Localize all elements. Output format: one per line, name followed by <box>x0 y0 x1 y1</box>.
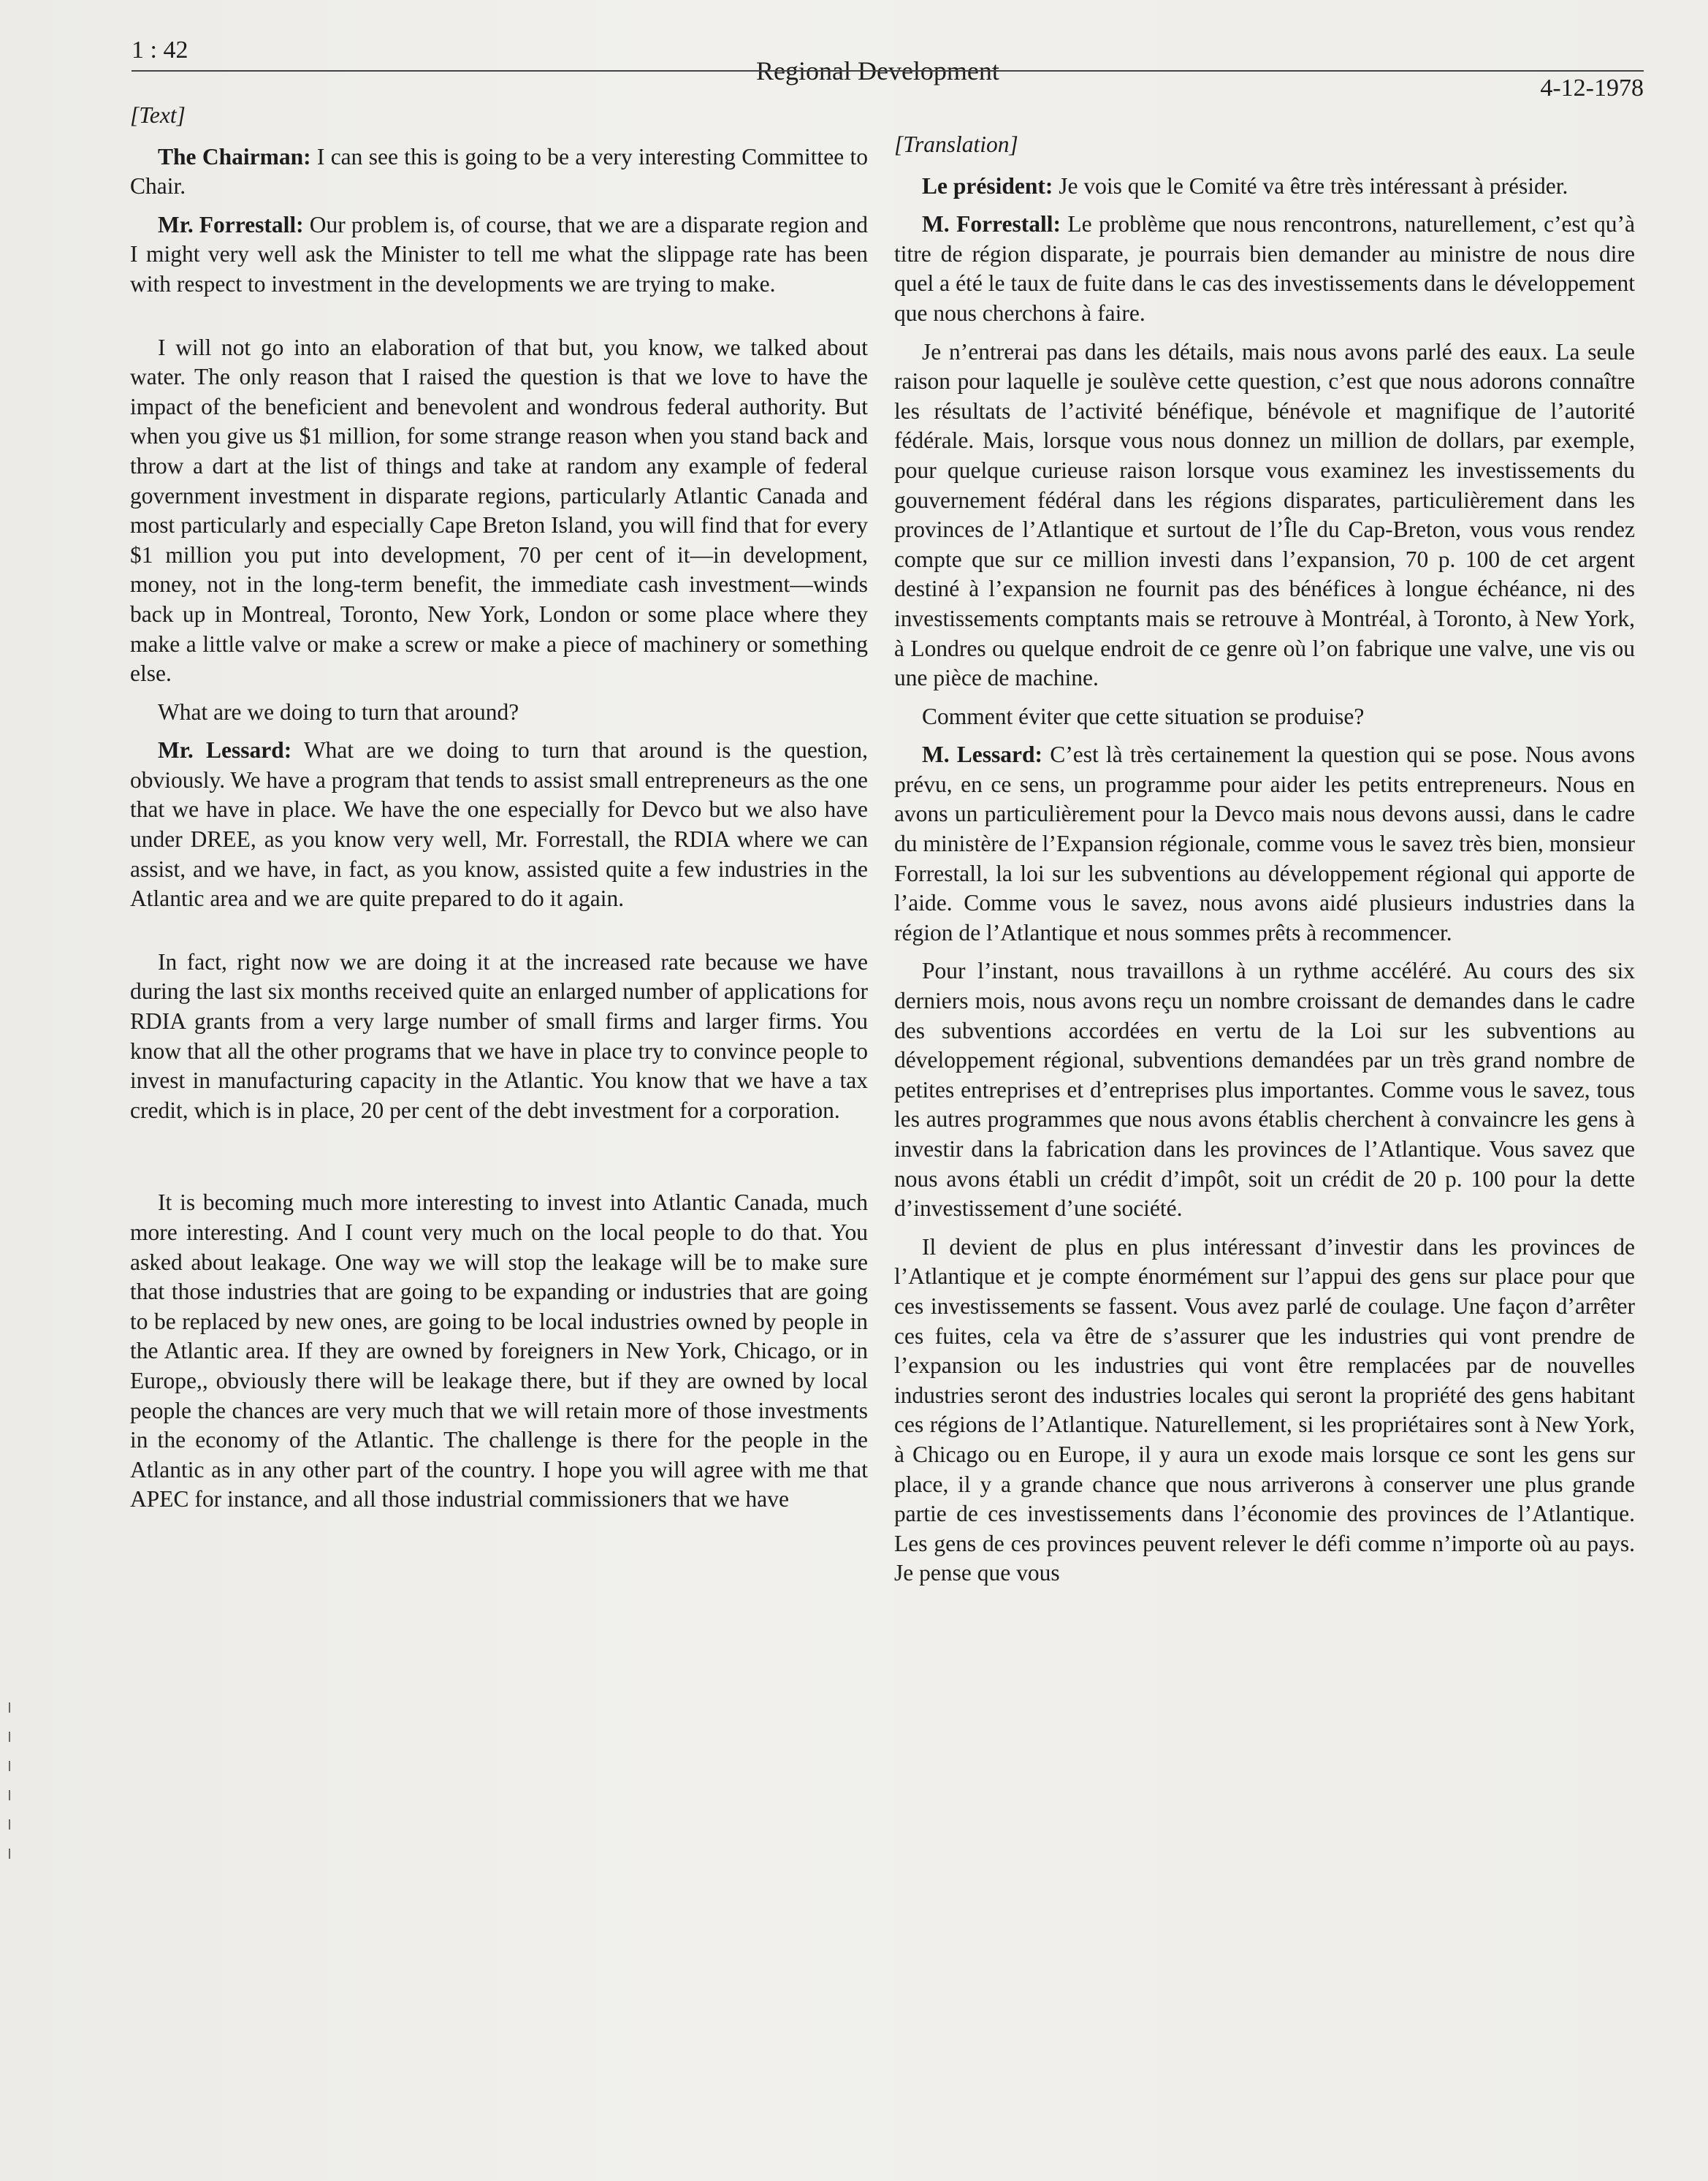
paragraph <box>894 1233 1635 1588</box>
paragraph-text: Je vois que le Comité va être très intéressant à présider. <box>1053 172 1568 199</box>
tick-mark <box>9 1819 10 1830</box>
paragraph <box>130 736 868 914</box>
paragraph <box>894 702 1635 732</box>
paragraph-text: Pour l’instant, nous travaillons à un rythme accéléré. Au cours des six derniers mois, nous avons reçu un nombre croissant de demandes dans le cadre des subventions accordées en vertu de la Loi sur les subventions au développement régional, subventions demandées par un très grand nombre de petites entreprises et d’entreprises plus importantes. Comme vous le savez, tous les autres programmes que nous avons établis cherchent à convaincre les gens à investir dans la fabrication dans les provinces de l’Atlantique. Vous savez que nous avons établi un crédit d’impôt, soit un crédit de 20 p. 100 pour la dette d’investissement d’une société. <box>894 958 1635 1222</box>
tick-mark <box>9 1761 10 1771</box>
paragraph <box>130 333 868 689</box>
tick-mark <box>9 1849 10 1859</box>
french-column <box>894 130 1635 1597</box>
paragraph-text: In fact, right now we are doing it at the increased rate because we have during the last six months received quite an enlarged number of applications for RDIA grants from a very large number of small firms and larger firms. You know that all the other programs that we have in place try to convince people to invest in manufacturing capacity in the Atlantic. You know that we have a tax credit, which is in place, 20 per cent of the debt investment for a corporation. <box>130 948 868 1123</box>
page-header <box>131 37 1644 102</box>
tick-mark <box>9 1702 10 1713</box>
paragraph-text: I can see this is going to be a very interesting Committee to Chair. <box>130 143 868 199</box>
paragraph <box>894 956 1635 1223</box>
speaker-label: M. Forrestall: <box>922 211 1061 237</box>
paragraph-text: Je n’entrerai pas dans les détails, mais nous avons parlé des eaux. La seule raison pour laquelle je soulève cette question, c’est que nous adorons connaître les résultats de l’activité bénéfique, bénévole et magnifique de l’autorité fédérale. Mais, lorsque vous nous donnez un million de dollars, par exemple, pour quelque curieuse raison lorsque vous examinez les investissements du gouvernement fédéral dans les régions disparates, particulièrement dans les provinces de l’Atlantique et surtout de l’Île du Cap-Breton, vous vous rendez compte que sur ce million investi dans l’expansion, 70 p. 100 de cet argent destiné à l’expansion ne fournit pas des bénéfices à longue échéance, ni des investissements comptants mais se retrouve à Montréal, à Toronto, à New York, à Londres ou quelque endroit de ce genre où l’on fabrique une valve, une vis ou une pièce de machine. <box>894 338 1635 691</box>
translation-tag: [Translation] <box>894 132 1018 157</box>
paragraph-text: Le problème que nous rencontrons, naturellement, c’est qu’à titre de région disparate, je pourrais bien demander au ministre de nous dire quel a été le taux de fuite dans le cas des investissements dans le développement que nous cherchons à faire. <box>894 211 1635 326</box>
paragraph <box>894 172 1635 202</box>
binding-marks <box>9 1702 16 1878</box>
paragraph-text: It is becoming much more interesting to invest into Atlantic Canada, much more interesting. And I count very much on the local people to do that. You asked about leakage. One way we will stop the leakage will be to make sure that those industries that are going to be expanding or industries that are going to be replaced by new ones, are going to be local industries owned by people in the Atlantic area. If they are owned by foreigners in New York, Chicago, or in Europe,, obviously there will be leakage there, but if they are owned by local people the chances are very much that we will retain more of those investments in the economy of the Atlantic. The challenge is there for the people in the Atlantic as in any other part of the country. I hope you will agree with me that APEC for instance, and all those industrial commissioners that we have <box>130 1190 868 1512</box>
text-tag: [Text] <box>130 102 186 128</box>
speaker-label: M. Lessard: <box>922 742 1043 768</box>
paragraph-text: Our problem is, of course, that we are a disparate region and I might very well ask the Minister to tell me what the slippage rate has been with respect to investment in the developments we are trying to make. <box>130 211 868 297</box>
paragraph-text: What are we doing to turn that around is the question, obviously. We have a program that tends to assist small entrepreneurs as the one that we have in place. We have the one especially for Devco but we also have under DREE, as you know very well, Mr. Forrestall, the RDIA where we can assist, and we have, in fact, as you know, assisted quite a few industries in the Atlantic area and we are quite prepared to do it again. <box>130 737 868 912</box>
paragraph <box>130 142 868 202</box>
paragraph-text: C’est là très certainement la question qui se pose. Nous avons prévu, en ce sens, un programme pour aider les petits entrepreneurs. Nous en avons un particulièrement pour la Devco mais nous devons aussi, dans le cadre du ministère de l’Expansion régionale, comme vous le savez très bien, monsieur Forrestall, la loi sur les subventions au développement régional qui apporte de l’aide. Comme vous le savez, nous avons aidé plusieurs industries dans la région de l’Atlantique et nous sommes prêts à recommencer. <box>894 742 1636 945</box>
page-date: 4-12-1978 <box>1540 75 1644 102</box>
paragraph-text: I will not go into an elaboration of that but, you know, we talked about water. The only reason that I raised the question is that we love to have the impact of the beneficient and benevolent and wondrous federal authority. But when you give us $1 million, for some strange reason when you stand back and throw a dart at the list of things and take at random any example of federal government investment in disparate regions, particularly Atlantic Canada and most particularly and especially Cape Breton Island, you will find that for every $1 million you put into development, 70 per cent of it—in development, money, not in the long-term benefit, the immediate cash investment—winds back up in Montreal, Toronto, New York, London or some place where they make a little valve or make a screw or make a piece of machinery or something else. <box>130 334 868 687</box>
speaker-label: Le président: <box>922 172 1053 199</box>
paragraph <box>130 1188 868 1515</box>
paragraph-text: Il devient de plus en plus intéressant d’investir dans les provinces de l’Atlantique et je compte énormément sur l’appui des gens sur place pour que ces investissements se fassent. Vous avez parlé de coulage. Une façon d’arrêter ces fuites, cela va être de s’assurer que les industries qui vont prendre de l’expansion ou les industries qui vont être remplacées par de nouvelles industries seront des industries locales qui seront la propriété des gens habitant ces régions de l’Atlantique. Naturellement, si les propriétaires sont à New York, à Chicago ou en Europe, il y aura un exode mais lorsque ce sont les gens sur place, il y a grande chance que nous arriverons à conserver une plus grande partie de ces investissements dans l’économie des provinces de l’Atlantique. Les gens de ces provinces peuvent relever le défi comme n’importe où au pays. Je pense que vous <box>894 1233 1635 1586</box>
paragraph <box>130 210 868 300</box>
paragraph <box>894 210 1635 328</box>
running-title: Regional Development <box>756 56 999 85</box>
paragraph <box>894 338 1635 693</box>
header-rule <box>131 70 1644 72</box>
speaker-label: Mr. Forrestall: <box>158 211 304 237</box>
paragraph <box>130 948 868 1126</box>
speaker-label: Mr. Lessard: <box>158 737 292 764</box>
english-column <box>130 101 868 1523</box>
paragraph <box>130 698 868 728</box>
tick-mark <box>9 1790 10 1800</box>
paragraph-text: Comment éviter que cette situation se produise? <box>922 703 1365 729</box>
tick-mark <box>9 1732 10 1742</box>
speaker-label: The Chairman: <box>158 143 311 170</box>
paragraph-text: What are we doing to turn that around? <box>158 699 519 725</box>
page-number: 1 : 42 <box>131 37 188 64</box>
paragraph <box>894 740 1635 948</box>
